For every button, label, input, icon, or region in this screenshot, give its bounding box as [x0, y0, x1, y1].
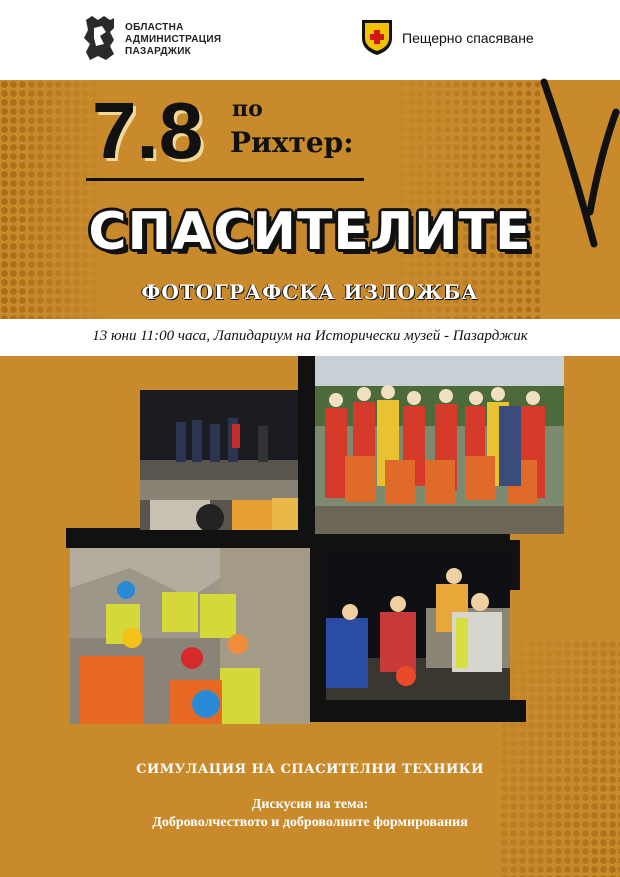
lion-coat-of-arms-icon: [80, 14, 120, 62]
brand-name: Пещерно спасяване: [402, 30, 534, 46]
main-title: СПАСИТЕЛИТЕ: [88, 202, 532, 262]
po-label: по: [232, 96, 263, 122]
halftone-decoration-bottom-right: [500, 640, 620, 877]
photo-rubble-rescue: [70, 548, 310, 724]
event-details: 13 юни 11:00 часа, Лапидариум на Исторически музей - Пазарджик: [92, 328, 528, 344]
exhibition-subtitle: ФОТОГРАФСКА ИЗЛОЖБА: [141, 280, 479, 304]
divider-line: [86, 178, 364, 181]
cave-rescue-emblem-icon: [360, 16, 394, 56]
collage-frame-corner: [510, 540, 520, 590]
collage-frame-bottom: [326, 700, 526, 722]
collage-frame-vertical: [298, 356, 315, 546]
discussion-block: [0, 796, 620, 832]
collage-frame-center: [310, 540, 326, 722]
discussion-line-1: Дискусия на тема:: [251, 797, 369, 812]
richter-label: Рихтер:: [230, 126, 354, 159]
magnitude-number: 7.8: [92, 86, 204, 175]
photo-rescue-team: [315, 356, 564, 534]
photo-night-evacuation: [326, 548, 510, 700]
photo-night-rescue: [140, 390, 298, 530]
discussion-line-2: Доброволчеството и доброволните формирования: [152, 815, 468, 830]
event-band: [0, 319, 620, 356]
org-name: ОБЛАСТНА АДМИНИСТРАЦИЯ ПАЗАРДЖИК: [125, 22, 222, 57]
simulation-heading: СИМУЛАЦИЯ НА СПАСИТЕЛНИ ТЕХНИКИ: [136, 762, 484, 777]
header-bar: [0, 0, 620, 80]
